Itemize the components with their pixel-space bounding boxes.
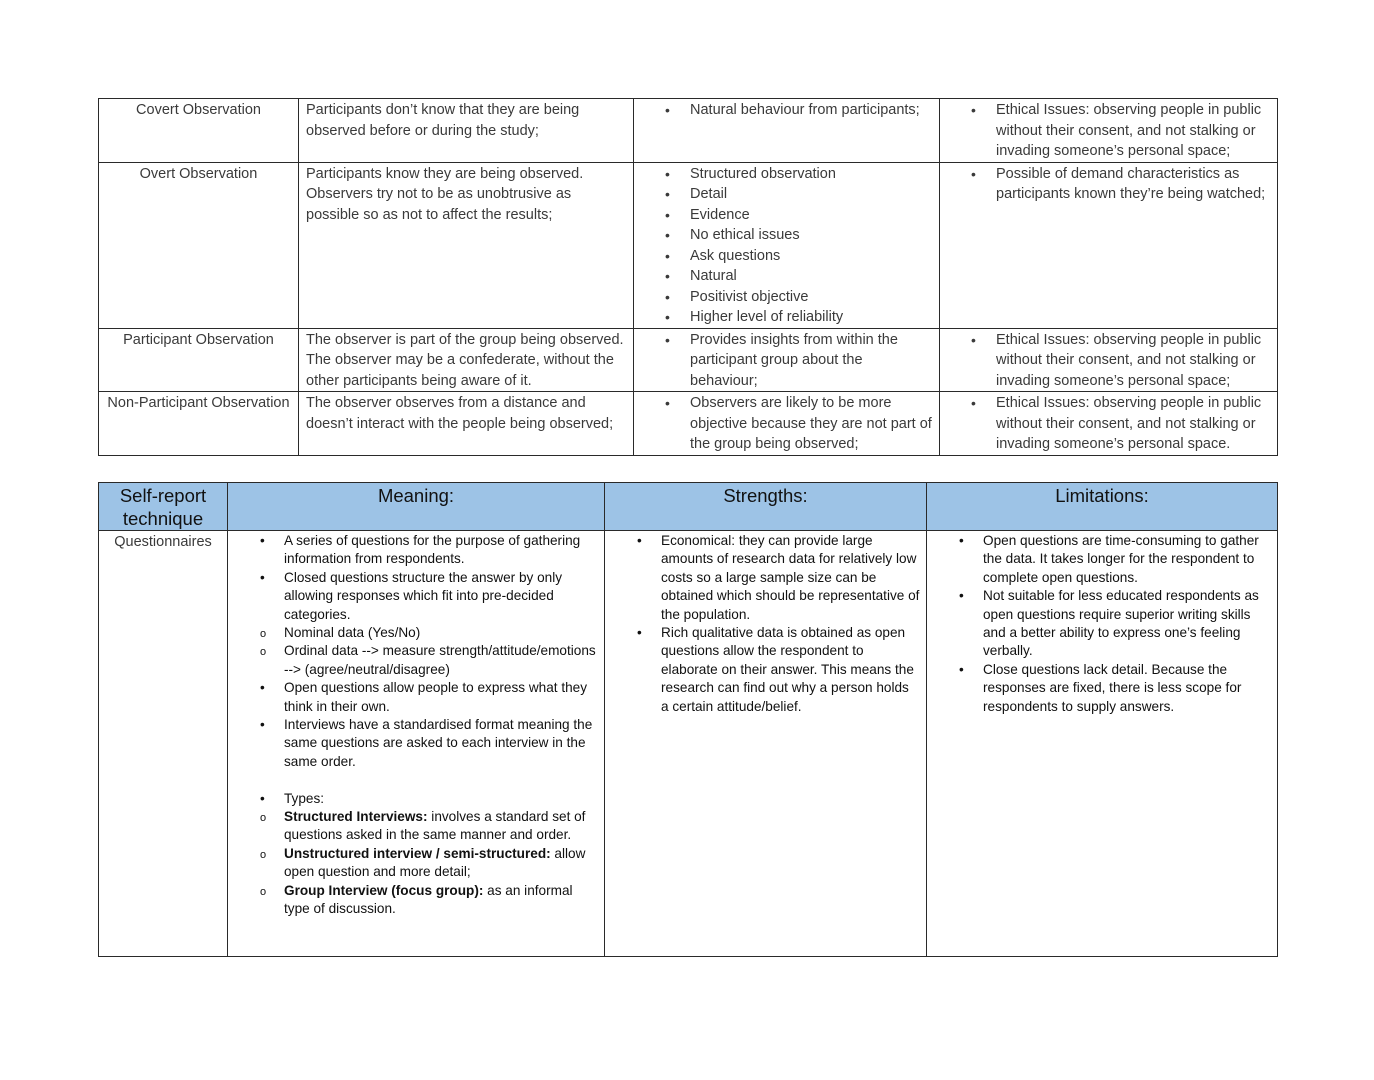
strengths-list (634, 330, 933, 392)
bullet-icon: • (665, 309, 670, 325)
bullet-icon: • (971, 102, 976, 118)
observation-meaning: The observer observes from a distance and doesn’t interact with the people being observed; (299, 392, 634, 456)
observation-table-body (99, 99, 1278, 456)
circle-bullet-icon: o (260, 628, 267, 641)
technique-name: Questionnaires (99, 531, 228, 957)
limitations-cell (927, 531, 1278, 957)
bullet-icon: • (665, 102, 670, 118)
observation-strengths (634, 99, 940, 163)
list-item (228, 679, 598, 716)
list-item (940, 164, 1271, 205)
bullet-icon: • (637, 533, 642, 548)
table-row (99, 162, 1278, 328)
table-row (99, 328, 1278, 392)
list-item-text: Ethical Issues: observing people in public without their consent, and not stalking or invading someone’s personal space; (996, 102, 1262, 159)
observation-meaning: The observer is part of the group being observed. The observer may be a confederate, without the other participants being aware of it. (299, 328, 634, 392)
table-row (99, 99, 1278, 163)
list-item (927, 661, 1271, 716)
list-item-text: Open questions are time-consuming to gather the data. It takes longer for the respondent to complete open questions. (983, 533, 1259, 585)
bullet-icon: • (665, 247, 670, 264)
list-item-text: Closed questions structure the answer by only allowing responses which fit into pre-decided categories. (284, 569, 563, 622)
bullet-icon: • (959, 661, 964, 677)
list-item-text: Provides insights from within the participant group about the behaviour; (690, 331, 898, 389)
list-item (605, 624, 920, 716)
list-item (634, 287, 933, 308)
list-item (927, 532, 1271, 587)
list-item (228, 716, 598, 771)
list-item-text: Detail (690, 186, 728, 202)
list-item (228, 845, 598, 882)
list-item (634, 246, 933, 267)
list-item-text: involves a standard set of questions asked in the same manner and order. (284, 809, 586, 843)
observation-name: Overt Observation (99, 162, 299, 328)
list-item (228, 624, 598, 642)
header-limitations: Limitations: (927, 483, 1278, 531)
bullet-icon: • (665, 288, 670, 305)
list-item-text: Not suitable for less educated respondents as open questions require superior writing skills and a better ability to express one’s feeling verbally. (983, 588, 1259, 659)
list-item (228, 808, 598, 845)
observation-name: Non-Participant Observation (99, 392, 299, 456)
limitations-list (927, 532, 1271, 716)
list-item-text: Positivist objective (690, 288, 809, 305)
observation-meaning: Participants don’t know that they are being observed before or during the study; (299, 99, 634, 163)
list-item (634, 307, 933, 328)
bullet-icon: • (665, 186, 670, 202)
list-item-text: Types: (284, 790, 325, 806)
bullet-icon: • (637, 625, 642, 641)
list-item (228, 532, 598, 569)
list-item (634, 205, 933, 226)
list-item-text: Rich qualitative data is obtained as open questions allow the respondent to elaborate on their answer. This means the research can find out why a person holds a certain attitude/belief. (661, 625, 914, 714)
list-item (634, 100, 933, 121)
bullet-icon: • (959, 533, 964, 548)
list-item-text: Nominal data (Yes/No) (284, 625, 421, 641)
list-item (228, 569, 598, 624)
observation-table (98, 98, 1278, 456)
bullet-icon: • (260, 533, 265, 548)
observation-limitations (940, 162, 1278, 328)
bullet-icon: • (260, 790, 265, 806)
bullet-icon: • (665, 165, 670, 182)
bullet-icon: • (971, 395, 976, 411)
observation-limitations (940, 392, 1278, 456)
strengths-list (634, 100, 933, 121)
observation-limitations (940, 328, 1278, 392)
list-item-term: Structured Interviews: (284, 809, 428, 825)
strengths-cell (605, 531, 927, 957)
observation-name: Covert Observation (99, 99, 299, 163)
list-item-text: Observers are likely to be more objective because they are not part of the group being observed; (690, 395, 932, 452)
list-item-term: Unstructured interview / semi-structured: (284, 845, 551, 861)
list-item-text: Ordinal data --> measure strength/attitude/emotions --> (agree/neutral/disagree) (284, 643, 596, 677)
circle-bullet-icon: o (260, 646, 267, 659)
list-item (228, 790, 598, 808)
bullet-icon: • (959, 588, 964, 604)
self-report-table (98, 482, 1278, 957)
strengths-list (634, 164, 933, 328)
list-item-text: Structured observation (690, 165, 836, 182)
list-item-text: Evidence (690, 206, 750, 223)
list-item (940, 100, 1271, 162)
list-item-text: Interviews have a standardised format meaning the same questions are asked to each interview in the same order. (284, 717, 593, 769)
circle-bullet-icon: o (260, 885, 267, 898)
list-item (634, 225, 933, 246)
limitations-list (940, 393, 1271, 455)
header-technique: Self-report technique (99, 483, 228, 531)
list-item-text: Natural behaviour from participants; (690, 102, 920, 118)
bullet-icon: • (665, 268, 670, 284)
bullet-icon: • (665, 331, 670, 348)
strengths-list (634, 393, 933, 455)
bullet-icon: • (665, 227, 670, 243)
list-item (605, 532, 920, 624)
meaning-cell (228, 531, 605, 957)
list-item (228, 642, 598, 679)
table-row (99, 392, 1278, 456)
list-item-text: Possible of demand characteristics as participants known they’re being watched; (996, 165, 1266, 202)
list-item-text: Economical: they can provide large amounts of research data for relatively low costs so a large sample size can be obtained which should be representative of the population. (661, 533, 920, 622)
observation-strengths (634, 162, 940, 328)
list-item-text: Ethical Issues: observing people in public without their consent, and not stalking or invading someone’s personal space. (996, 395, 1262, 452)
bullet-icon: • (260, 569, 265, 585)
list-item (634, 393, 933, 455)
list-item-text: A series of questions for the purpose of gathering information from respondents. (284, 533, 581, 567)
list-item (634, 184, 933, 205)
observation-strengths (634, 392, 940, 456)
list-item-text: Higher level of reliability (690, 309, 844, 325)
observation-strengths (634, 328, 940, 392)
header-strengths: Strengths: (605, 483, 927, 531)
limitations-list (940, 164, 1271, 205)
list-item-text: Ethical Issues: observing people in public without their consent, and not stalking or invading someone’s personal space; (996, 331, 1262, 389)
list-item-text: allow open question and more detail; (284, 845, 586, 880)
meaning-list (228, 532, 598, 919)
list-spacer (228, 771, 598, 789)
list-item (634, 266, 933, 287)
header-meaning: Meaning: (228, 483, 605, 531)
circle-bullet-icon: o (260, 848, 267, 861)
observation-meaning: Participants know they are being observed. Observers try not to be as unobtrusive as possible so as not to affect the results; (299, 162, 634, 328)
bullet-icon: • (665, 395, 670, 411)
list-item (228, 882, 598, 919)
list-item (634, 164, 933, 185)
list-item-text: Natural (690, 268, 737, 284)
list-item (940, 393, 1271, 455)
circle-bullet-icon: o (260, 812, 267, 825)
strengths-list (605, 532, 920, 716)
bullet-icon: • (971, 331, 976, 348)
self-report-header-row (99, 483, 1278, 531)
bullet-icon: • (260, 717, 265, 733)
list-item-text: Close questions lack detail. Because the responses are fixed, there is less scope for respondents to supply answers. (983, 661, 1242, 714)
observation-name: Participant Observation (99, 328, 299, 392)
bullet-icon: • (260, 680, 265, 696)
list-item (940, 330, 1271, 392)
list-item-text: Open questions allow people to express what they think in their own. (284, 680, 588, 714)
bullet-icon: • (971, 165, 976, 182)
list-item (927, 587, 1271, 661)
list-item (634, 330, 933, 392)
limitations-list (940, 330, 1271, 392)
table-row (99, 531, 1278, 957)
list-item-text: Ask questions (690, 247, 781, 264)
observation-limitations (940, 99, 1278, 163)
limitations-list (940, 100, 1271, 162)
list-item-text: No ethical issues (690, 227, 800, 243)
bullet-icon: • (665, 206, 670, 223)
list-item-term: Group Interview (focus group): (284, 882, 484, 898)
list-item-text: as an informal type of discussion. (284, 882, 573, 917)
